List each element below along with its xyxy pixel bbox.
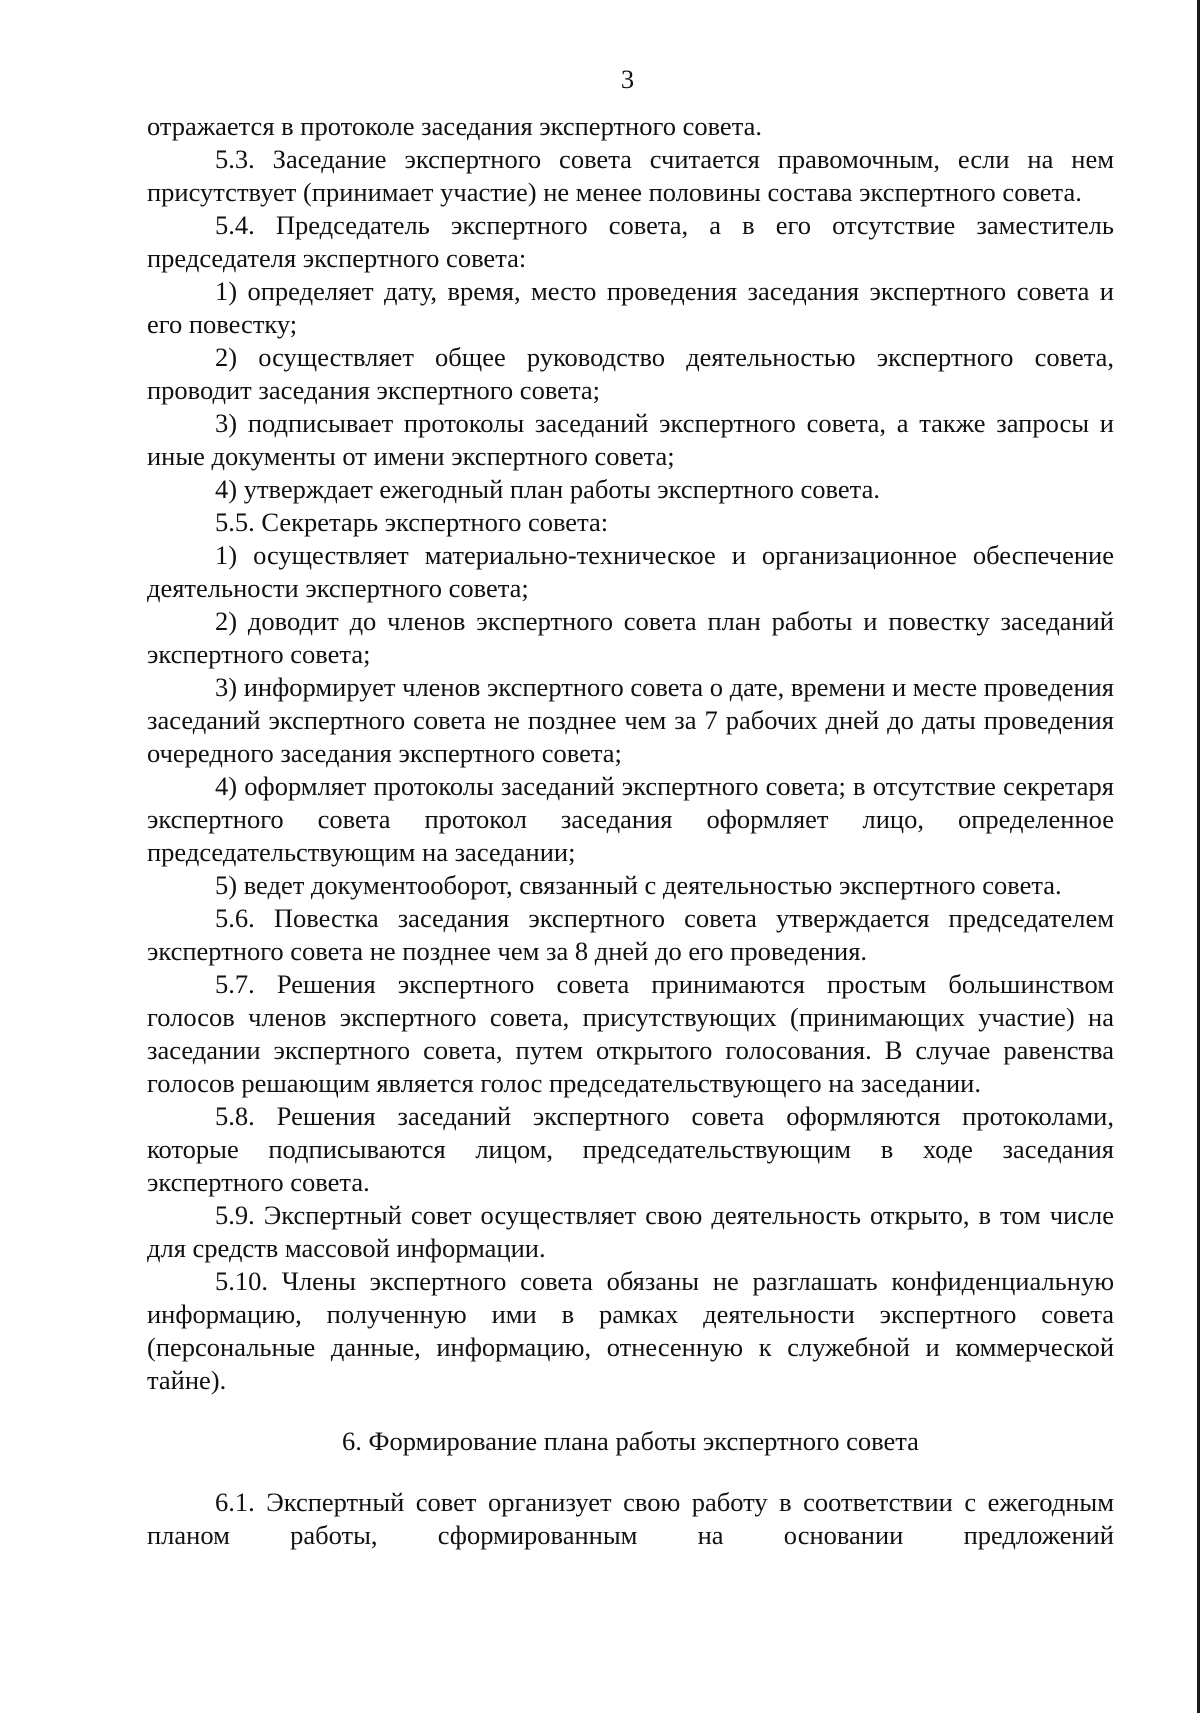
list-item: 3) информирует членов экспертного совета о дате, времени и месте проведения заседаний экспертного совета не позднее чем за 7 рабочих дней до даты проведения очередного заседания экспертного совета; — [147, 672, 1114, 768]
list-item: 2) осуществляет общее руководство деятельностью экспертного совета, проводит заседания экспертного совета; — [147, 342, 1114, 405]
section-heading: 6. Формирование плана работы экспертного совета — [342, 1426, 919, 1456]
paragraph-6-1: 6.1. Экспертный совет организует свою работу в соответствии с ежегодным планом работы, сформированным на основании предложений — [147, 1487, 1114, 1550]
page-number: 3 — [620, 64, 635, 94]
list-item: 4) оформляет протоколы заседаний экспертного совета; в отсутствие секретаря экспертного совета протокол заседания оформляет лицо, определенное председательствующим на заседании; — [147, 771, 1114, 867]
paragraph-5-9: 5.9. Экспертный совет осуществляет свою деятельность открыто, в том числе для средств массовой информации. — [147, 1200, 1114, 1263]
list-item: 2) доводит до членов экспертного совета план работы и повестку заседаний экспертного совета; — [147, 606, 1114, 669]
paragraph-5-10: 5.10. Члены экспертного совета обязаны не разглашать конфиденциальную информацию, полученную ими в рамках деятельности экспертного совета (персональные данные, информацию, отнесенную к служебной и коммерческой тайне). — [147, 1266, 1114, 1395]
paragraph: отражается в протоколе заседания экспертного совета. — [147, 111, 762, 141]
paragraph-5-5: 5.5. Секретарь экспертного совета: — [215, 507, 609, 537]
paragraph-5-3: 5.3. Заседание экспертного совета считается правомочным, если на нем присутствует (принимает участие) не менее половины состава экспертного совета. — [147, 144, 1114, 207]
paragraph-5-8: 5.8. Решения заседаний экспертного совета оформляются протоколами, которые подписываются лицом, председательствующим в ходе заседания экспертного совета. — [147, 1101, 1114, 1197]
list-item: 1) осуществляет материально-техническое и организационное обеспечение деятельности экспертного совета; — [147, 540, 1114, 603]
list-item: 5) ведет документооборот, связанный с деятельностью экспертного совета. — [215, 870, 1062, 900]
paragraph-5-4: 5.4. Председатель экспертного совета, а в его отсутствие заместитель председателя экспертного совета: — [147, 210, 1114, 273]
list-item: 4) утверждает ежегодный план работы экспертного совета. — [215, 474, 880, 504]
paragraph-5-6: 5.6. Повестка заседания экспертного совета утверждается председателем экспертного совета не позднее чем за 8 дней до его проведения. — [147, 903, 1114, 966]
document-body — [147, 110, 1114, 1552]
list-item: 1) определяет дату, время, место проведения заседания экспертного совета и его повестку; — [147, 276, 1114, 339]
paragraph-5-7: 5.7. Решения экспертного совета принимаются простым большинством голосов членов экспертного совета, присутствующих (принимающих участие) на заседании экспертного совета, путем открытого голосования. В случае равенства голосов решающим является голос председательствующего на заседании. — [147, 969, 1114, 1098]
list-item: 3) подписывает протоколы заседаний экспертного совета, а также запросы и иные документы от имени экспертного совета; — [147, 408, 1114, 471]
